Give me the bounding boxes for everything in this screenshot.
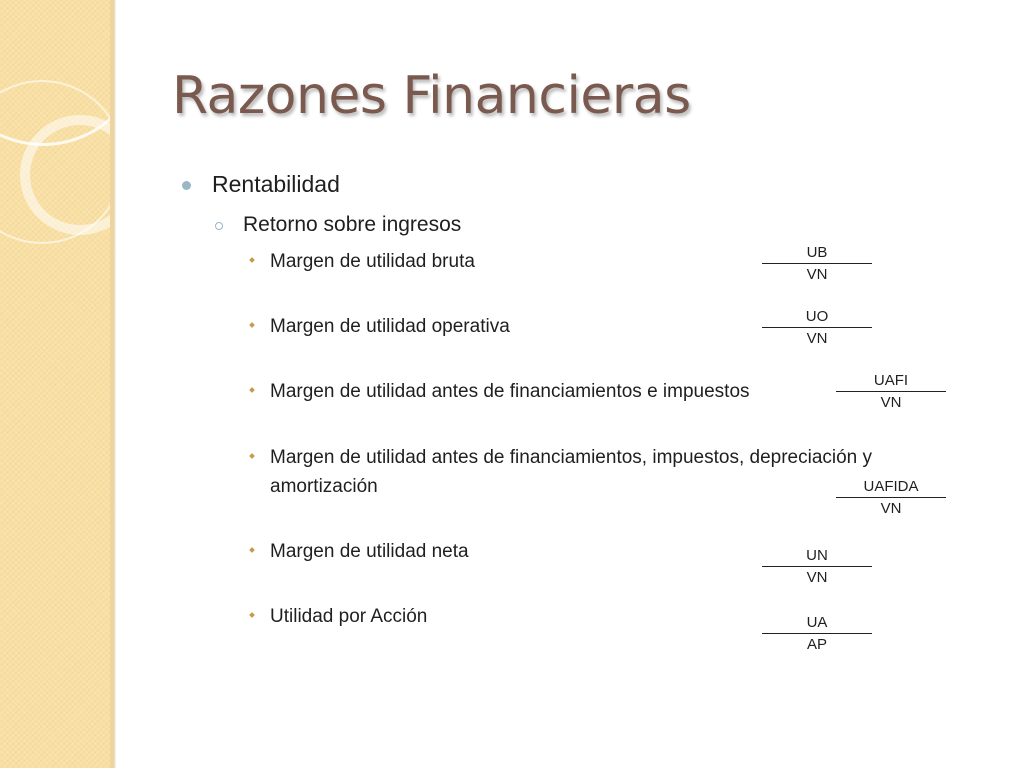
ratio-label: Utilidad por Acción — [270, 606, 428, 627]
formula-numerator: UAFI — [836, 371, 946, 392]
item-bullet-icon — [249, 453, 255, 459]
subsection-heading: Retorno sobre ingresos — [243, 213, 462, 236]
formula-denominator: VN — [806, 330, 828, 347]
ratio-formula — [836, 477, 946, 520]
ratio-formula — [762, 243, 872, 286]
decorative-side-band — [0, 0, 114, 768]
item-bullet-icon — [249, 612, 255, 618]
item-bullet-icon — [249, 387, 255, 393]
formula-denominator: VN — [880, 394, 902, 411]
slide-title: Razones Financieras — [172, 66, 691, 126]
formula-numerator: UA — [762, 613, 872, 634]
ratio-label: Margen de utilidad neta — [270, 541, 469, 562]
formula-denominator: AP — [806, 636, 827, 653]
formula-numerator: UAFIDA — [836, 477, 946, 498]
formula-denominator: VN — [880, 500, 902, 517]
ratio-formula — [762, 613, 872, 656]
formula-numerator: UN — [762, 546, 872, 567]
ratio-label: Margen de utilidad bruta — [270, 251, 475, 272]
formula-denominator: VN — [806, 569, 828, 586]
bullet-icon — [182, 181, 191, 190]
sub-bullet-icon — [215, 222, 223, 230]
item-bullet-icon — [249, 322, 255, 328]
section-heading: Rentabilidad — [212, 171, 340, 197]
formula-denominator: VN — [806, 266, 828, 283]
ratio-label: Margen de utilidad operativa — [270, 316, 510, 337]
ratio-formula — [762, 307, 872, 350]
ratio-label: Margen de utilidad antes de financiamientos, impuestos, depreciación y amortización — [270, 447, 873, 497]
formula-numerator: UB — [762, 243, 872, 264]
band-edge — [110, 0, 116, 768]
ratio-label: Margen de utilidad antes de financiamientos e impuestos — [270, 381, 750, 402]
ratio-formula — [836, 371, 946, 414]
ratio-formula — [762, 546, 872, 589]
item-bullet-icon — [249, 547, 255, 553]
item-bullet-icon — [249, 257, 255, 263]
formula-numerator: UO — [762, 307, 872, 328]
